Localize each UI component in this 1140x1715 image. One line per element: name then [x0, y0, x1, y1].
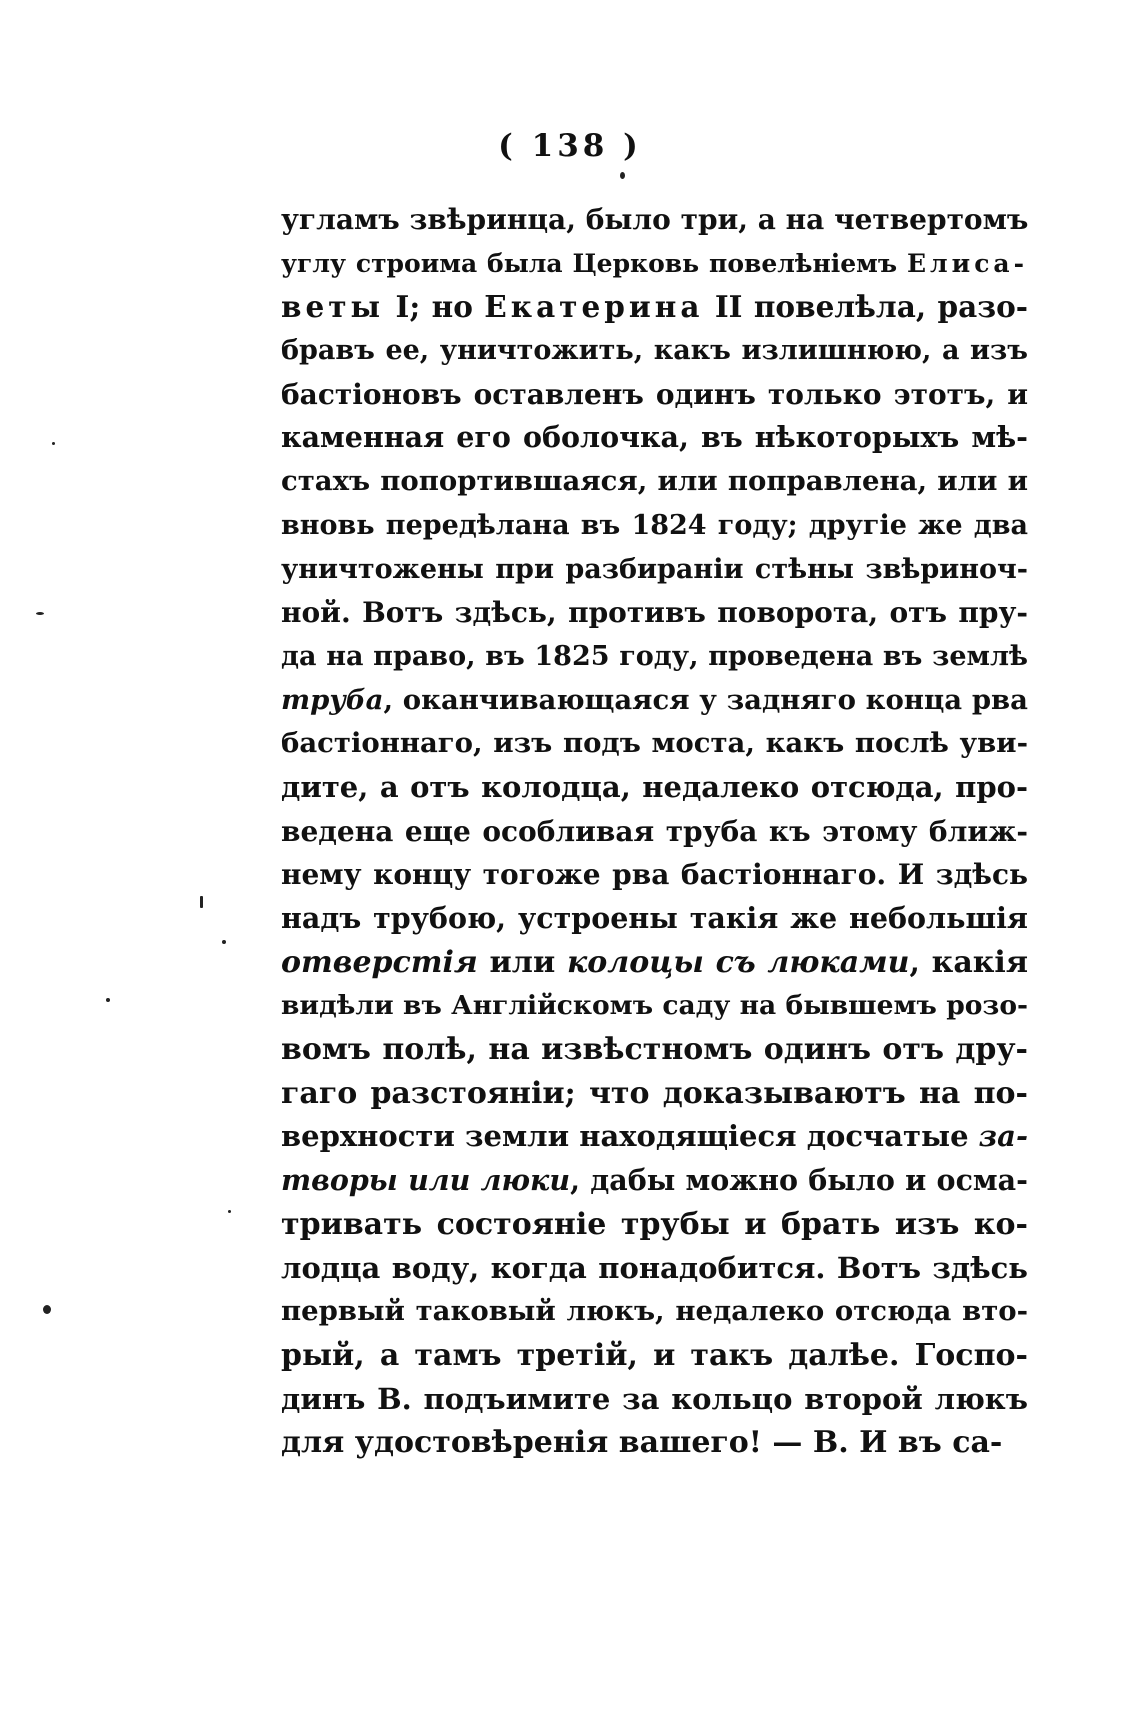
text-segment: да на право, въ 1825 году, проведена въ землѣ: [281, 640, 1028, 672]
text-segment: или: [477, 944, 567, 980]
text-segment: вновь передѣлана въ 1824 году; другіе же два: [281, 509, 1028, 541]
text-segment: дите, а отъ колодца, недалеко отсюда, про-: [281, 769, 1028, 804]
text-segment: угламъ звѣринца, было три, а на четвертомъ: [281, 203, 1028, 236]
text-segment: [704, 945, 716, 980]
text-line: [281, 198, 1028, 242]
text-line: [281, 460, 1028, 504]
text-line: [281, 373, 1028, 417]
text-line: [281, 548, 1028, 592]
text-segment: ной. Вотъ здѣсь, противъ поворота, отъ пру-: [281, 596, 1028, 630]
spaced-name: Екатерина: [484, 289, 704, 325]
text-segment: тривать состояніе трубы и брать изъ ко-: [281, 1206, 1028, 1242]
text-line: [281, 722, 1028, 766]
ink-speck: [36, 612, 44, 615]
text-line: [281, 329, 1028, 373]
spaced-name: веты: [281, 289, 385, 325]
text-line: [281, 679, 1028, 723]
ink-speck: [222, 940, 226, 944]
text-line: [281, 1247, 1028, 1291]
text-segment: верхности земли находящіеся досчатые: [281, 1119, 979, 1154]
text-line: [281, 416, 1028, 460]
text-segment: для удостовѣренія вашего! — В. И въ са-: [281, 1425, 1003, 1461]
text-line: [281, 1378, 1028, 1422]
text-line: [281, 897, 1028, 941]
text-segment: динъ В. подъимите за кольцо второй люкъ: [281, 1381, 1028, 1416]
text-line: [281, 810, 1028, 854]
text-line: [281, 1028, 1028, 1072]
text-line: [281, 1334, 1028, 1378]
text-segment: рый, а тамъ третій, и такъ далѣе. Госпо-: [281, 1337, 1028, 1373]
ink-speck: [52, 442, 55, 445]
text-segment: уничтожены при разбираніи стѣны звѣриноч-: [281, 553, 1028, 585]
italic-phrase: люки: [480, 1163, 571, 1198]
text-line: [281, 1421, 1028, 1465]
text-line: [281, 766, 1028, 810]
italic-phrase: или: [408, 1163, 471, 1198]
italic-phrase: труба: [281, 683, 384, 716]
text-line: [281, 591, 1028, 635]
text-segment: I; но: [384, 289, 485, 325]
text-segment: [470, 1163, 480, 1197]
italic-phrase: колоцы: [566, 944, 704, 980]
text-segment: , оканчивающаяся у задняго конца рва: [383, 683, 1028, 716]
text-segment: лодца воду, когда понадобится. Вотъ здѣсь: [281, 1250, 1028, 1285]
text-line: [281, 635, 1028, 679]
text-line: [281, 941, 1028, 985]
text-segment: надъ трубою, устроены такія же небольшія: [281, 901, 1028, 935]
text-segment: стахъ попортившаяся, или поправлена, или и: [281, 465, 1028, 498]
text-segment: бастіоннаго, изъ подъ моста, какъ послѣ уви-: [281, 727, 1028, 760]
text-line: [281, 1203, 1028, 1247]
text-line: [281, 853, 1028, 897]
text-segment: видѣли въ Англійскомъ саду на бывшемъ розо-: [281, 990, 1028, 1022]
text-segment: ведена еще особливая труба къ этому ближ-: [281, 814, 1028, 848]
text-segment: II повелѣла, разо-: [703, 289, 1028, 325]
ink-speck: [43, 1305, 51, 1314]
text-line: [281, 1115, 1028, 1159]
text-segment: углу строима была Церковь повелѣніемъ: [281, 248, 907, 278]
text-line: [281, 1290, 1028, 1334]
text-line: [281, 1072, 1028, 1116]
italic-phrase: съ люками: [715, 944, 910, 980]
text-line: [281, 242, 1028, 286]
italic-phrase: за-: [978, 1119, 1028, 1154]
body-text: [281, 198, 1028, 1465]
text-line: [281, 984, 1028, 1028]
text-line: [281, 1159, 1028, 1203]
ink-speck: [620, 172, 625, 179]
text-segment: первый таковый люкъ, недалеко отсюда вто-: [281, 1295, 1028, 1328]
spaced-name: Елиса-: [906, 248, 1028, 278]
text-segment: [398, 1163, 408, 1197]
text-segment: бастіоновъ оставленъ одинъ только этотъ, и: [281, 377, 1028, 411]
text-segment: каменная его оболочка, въ нѣкоторыхъ мѣ-: [281, 420, 1028, 455]
text-segment: вомъ полѣ, на извѣстномъ одинъ отъ дру-: [281, 1032, 1028, 1068]
text-segment: бравъ ее, уничтожить, какъ излишнюю, а изъ: [281, 335, 1028, 367]
italic-phrase: творы: [281, 1163, 398, 1198]
text-segment: нему концу тогожe рва бастіоннаго. И здѣсь: [281, 858, 1028, 892]
text-segment: гаго разстояніи; что доказываютъ на по-: [281, 1075, 1028, 1111]
text-segment: , дабы можно было и осма-: [570, 1163, 1028, 1198]
text-segment: , какія: [909, 944, 1028, 980]
text-line: [281, 504, 1028, 548]
ink-speck: [200, 896, 203, 908]
ink-speck: [106, 998, 110, 1002]
text-line: [281, 285, 1028, 329]
ink-speck: [228, 1210, 231, 1213]
page-number: ( 138 ): [498, 128, 642, 164]
italic-phrase: отверстія: [281, 944, 478, 980]
